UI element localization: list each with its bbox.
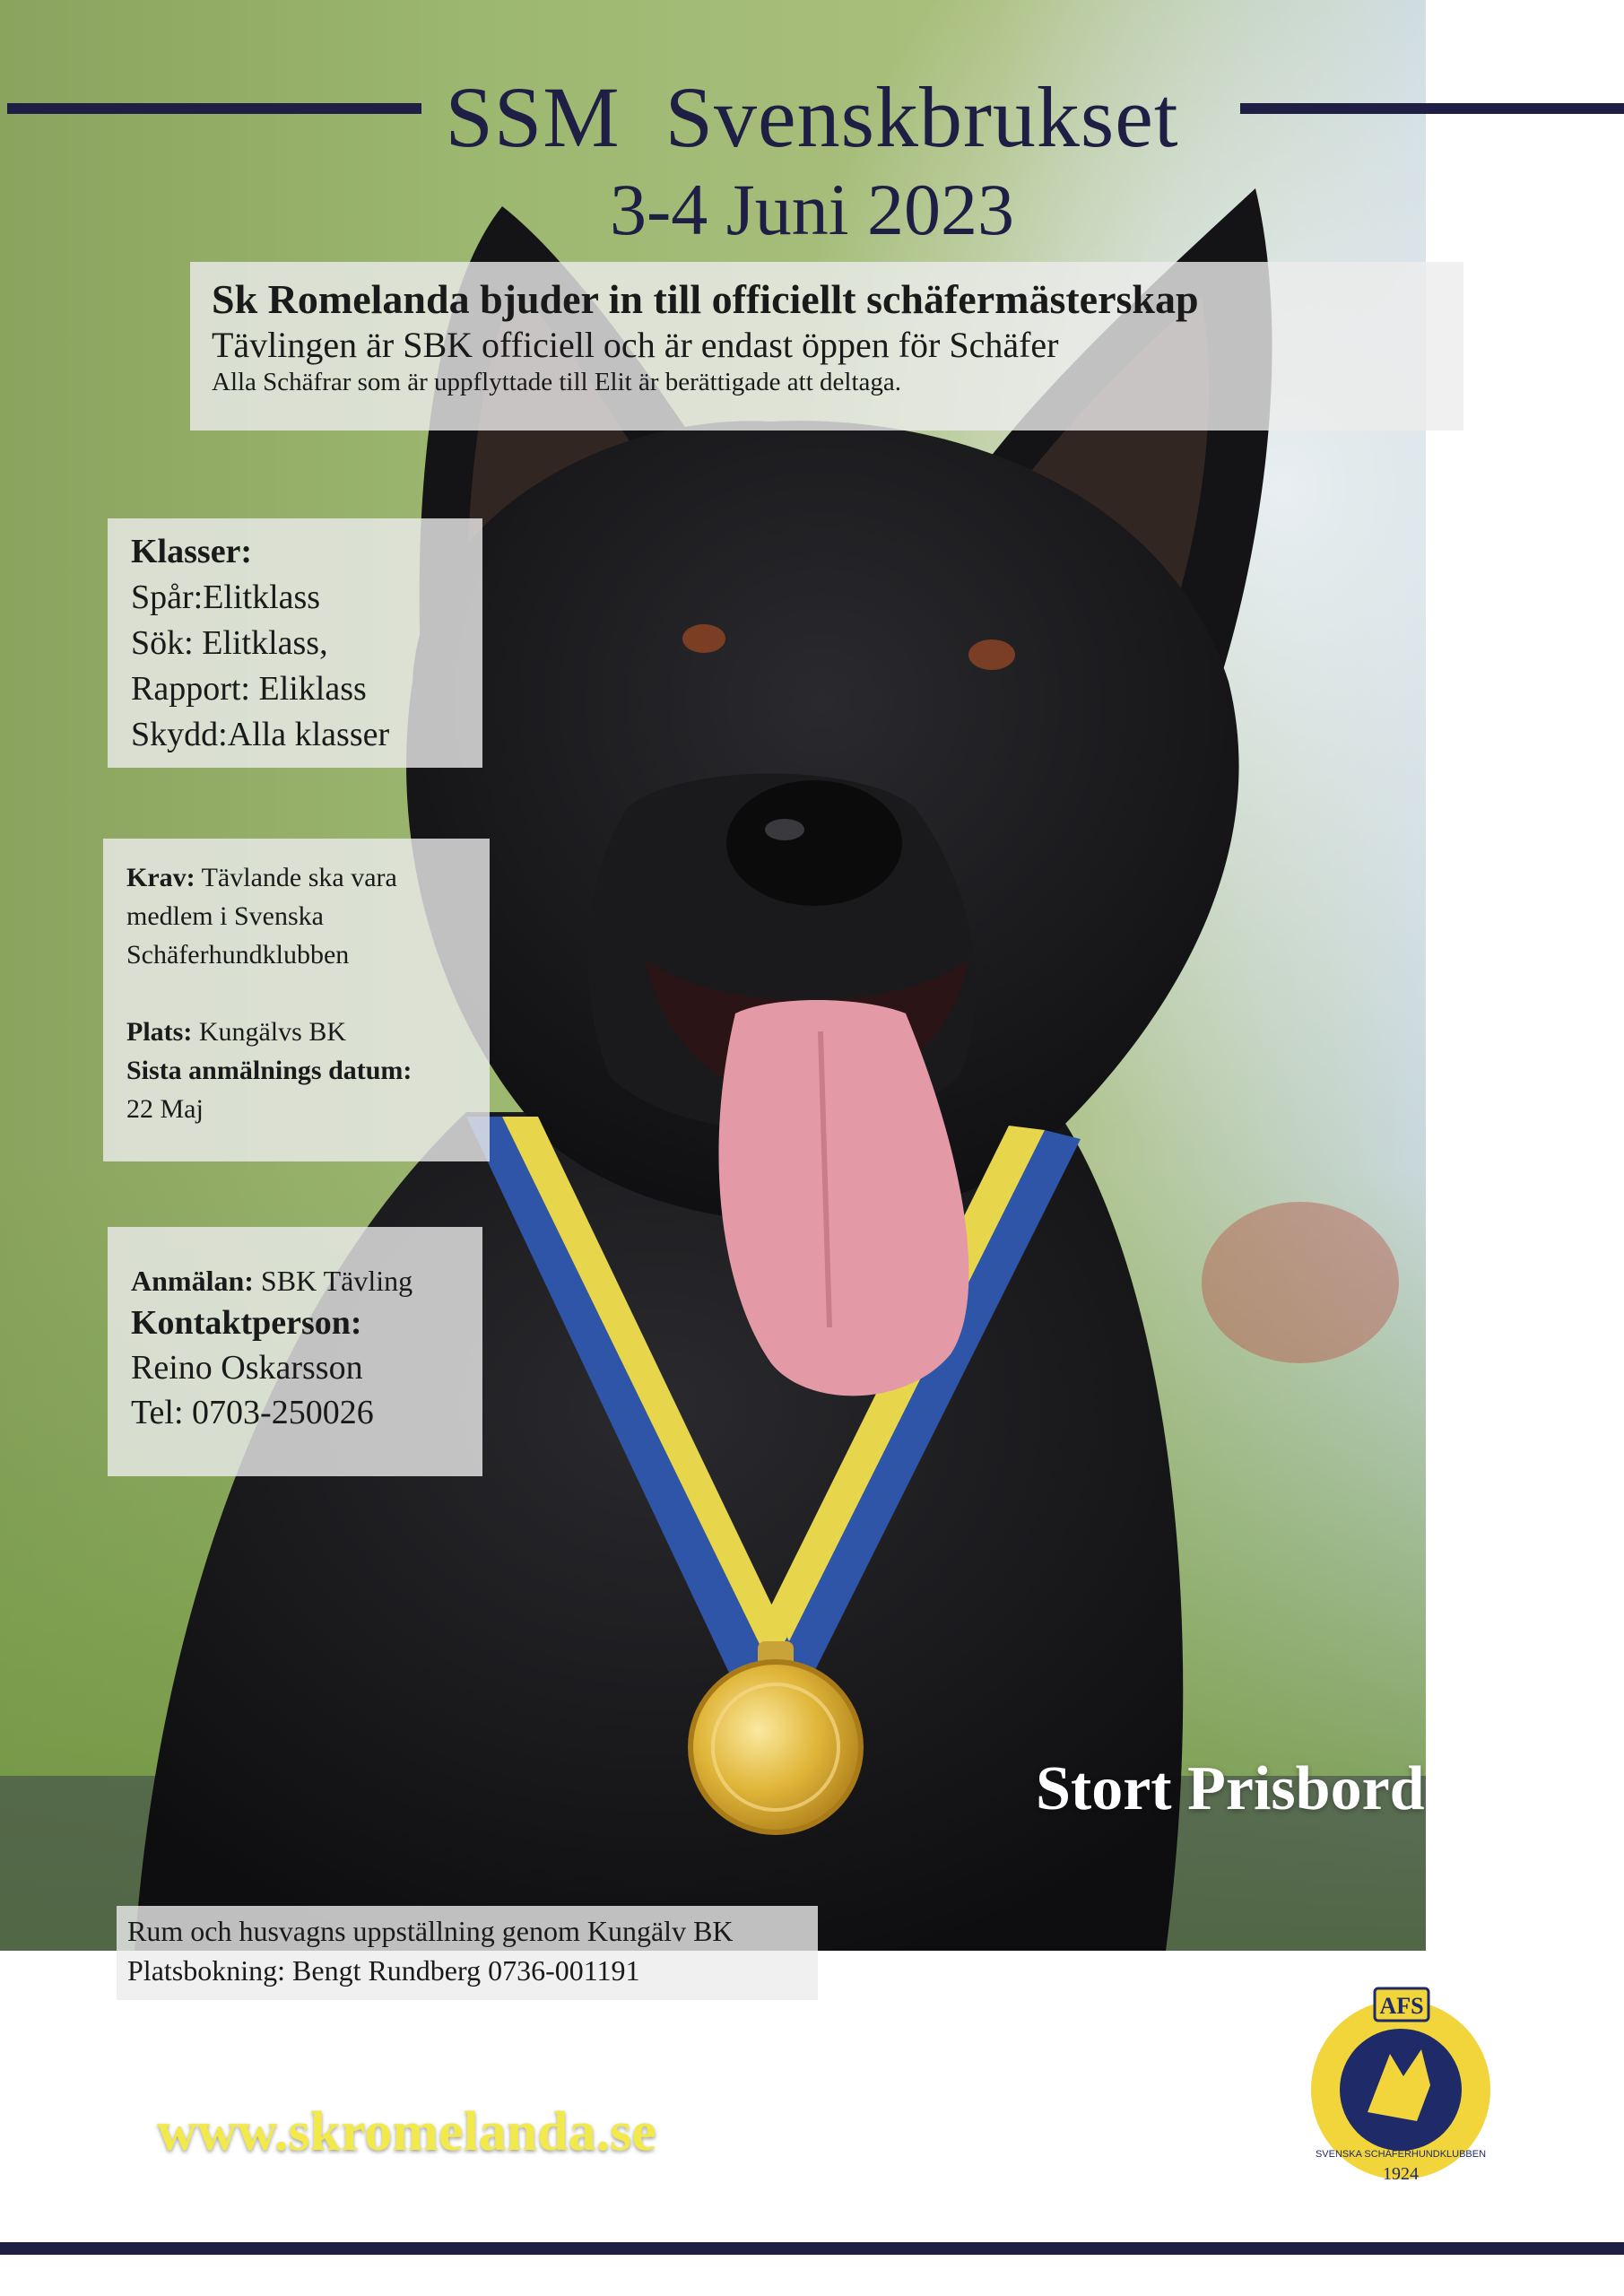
classes-panel	[108, 518, 482, 768]
class-item: Rapport: Eliklass	[131, 670, 367, 708]
logo-year: 1924	[1383, 2164, 1419, 2184]
krav-line	[126, 858, 490, 897]
classes-heading: Klasser:	[131, 533, 253, 570]
plats-value: Kungälvs BK	[192, 1017, 346, 1047]
contact-name: Reino Oskarsson	[131, 1349, 363, 1387]
anmalan-label: Anmälan:	[131, 1265, 254, 1297]
krav-text-3: Schäferhundklubben	[126, 940, 350, 970]
invitation-panel	[190, 262, 1463, 430]
deadline-value: 22 Maj	[126, 1094, 204, 1124]
contact-panel	[108, 1227, 482, 1476]
website-link[interactable]: www.skromelanda.se	[157, 2101, 656, 2162]
afs-club-logo-icon	[1305, 1978, 1498, 2193]
requirements-panel	[103, 839, 490, 1161]
plats-label: Plats:	[126, 1017, 193, 1047]
anmalan-value: SBK Tävling	[253, 1265, 413, 1297]
invite-headline: Sk Romelanda bjuder in till officiellt schäfermästerskap	[212, 276, 1199, 322]
krav-text: Tävlande ska vara	[195, 863, 397, 892]
page-title: SSM Svenskbrukset	[445, 69, 1179, 165]
prize-text: Stort Prisbord	[1036, 1754, 1425, 1823]
krav-text-2: medlem i Svenska	[126, 901, 324, 931]
logo-top-text: AFS	[1379, 1993, 1424, 2019]
bottom-rule	[0, 2242, 1624, 2255]
class-item: Sök: Elitklass,	[131, 624, 328, 662]
invite-eligibility: Alla Schäfrar som är uppflyttade till Elit är berättigade att deltaga.	[212, 368, 902, 396]
event-date: 3-4 Juni 2023	[610, 169, 1014, 250]
invite-subline: Tävlingen är SBK officiell och är endast öppen för Schäfer	[212, 325, 1059, 365]
plats-line	[126, 1013, 490, 1051]
contact-phone: Tel: 0703-250026	[131, 1394, 374, 1431]
logo-ring-text: SVENSKA SCHÄFERHUNDKLUBBEN	[1315, 2149, 1487, 2160]
camping-panel	[117, 1906, 818, 2000]
deadline-label: Sista anmälnings datum:	[126, 1056, 413, 1085]
anmalan-line	[131, 1261, 482, 1300]
camping-line-2: Platsbokning: Bengt Rundberg 0736-001191	[127, 1954, 640, 1987]
contact-label: Kontaktperson:	[131, 1304, 362, 1342]
krav-label: Krav:	[126, 863, 195, 892]
class-item: Skydd:Alla klasser	[131, 716, 390, 753]
class-item: Spår:Elitklass	[131, 578, 321, 616]
camping-line-1: Rum och husvagns uppställning genom Kungälv BK	[127, 1915, 734, 1947]
